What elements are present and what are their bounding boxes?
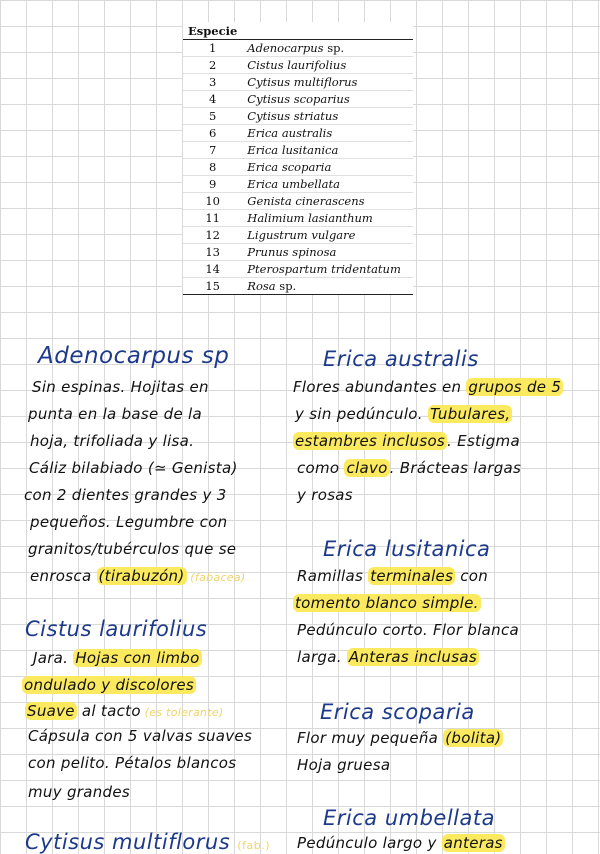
note-line: con pelito. Pétalos blancos — [28, 754, 237, 772]
species-name — [242, 278, 413, 295]
highlight: clavo — [346, 459, 388, 477]
text: al tacto — [76, 702, 141, 720]
note-line — [25, 702, 224, 720]
note-title-cytisus — [25, 830, 270, 854]
sp-suffix: sp. — [275, 279, 297, 293]
note-line: Cápsula con 5 valvas suaves — [28, 727, 253, 745]
note-line — [297, 729, 503, 747]
row-number: 9 — [183, 176, 242, 193]
row-number: 5 — [183, 108, 242, 125]
text: . Brácteas largas — [389, 459, 522, 477]
faint-note: (es tolerante) — [140, 706, 224, 719]
highlight: estambres inclusos — [295, 432, 446, 450]
title-text: Cytisus multiflorus — [25, 830, 231, 854]
row-number: 15 — [183, 278, 242, 295]
highlight: Suave — [27, 702, 75, 720]
note-line: pequeños. Legumbre con — [30, 513, 228, 531]
row-number: 7 — [183, 142, 242, 159]
row-number: 10 — [183, 193, 242, 210]
text: Pedúnculo largo y — [297, 834, 442, 852]
species-name: Erica australis — [242, 125, 413, 142]
row-number: 6 — [183, 125, 242, 142]
highlight: tomento blanco simple. — [295, 594, 479, 612]
highlight: (tirabuzón) — [98, 567, 185, 585]
note-line — [297, 834, 505, 852]
table-row — [183, 227, 413, 244]
note-line: con 2 dientes grandes y 3 — [24, 486, 227, 504]
highlight: grupos de 5 — [468, 378, 562, 396]
note-title-scoparia: Erica scoparia — [320, 700, 475, 724]
note-line: granitos/tubérculos que se — [28, 540, 237, 558]
row-number: 4 — [183, 91, 242, 108]
highlight: Tubulares, — [429, 405, 511, 423]
text: Flor muy pequeña — [297, 729, 444, 747]
highlight: anteras — [443, 834, 503, 852]
note-line — [30, 567, 246, 585]
row-number: 11 — [183, 210, 242, 227]
note-line: Sin espinas. Hojitas en — [32, 378, 209, 396]
faint-note: (fabacea) — [186, 571, 246, 584]
text: enrosca — [30, 567, 97, 585]
table-row — [183, 57, 413, 74]
species-name: Cytisus striatus — [242, 108, 413, 125]
species-name: Cytisus multiflorus — [242, 74, 413, 91]
header-especie: Especie — [183, 22, 242, 40]
sp-suffix: sp. — [323, 41, 345, 55]
table-row — [183, 74, 413, 91]
note-line — [297, 648, 479, 666]
text: larga. — [297, 648, 347, 666]
text: . Estigma — [447, 432, 520, 450]
table-row — [183, 108, 413, 125]
species-table-container — [183, 22, 413, 295]
row-number: 14 — [183, 261, 242, 278]
note-line: Hoja gruesa — [297, 756, 391, 774]
note-title-australis: Erica australis — [323, 347, 479, 371]
species-name: Erica umbellata — [242, 176, 413, 193]
note-line: hoja, trifoliada y lisa. — [30, 432, 195, 450]
species-table — [183, 22, 413, 295]
note-line: Pedúnculo corto. Flor blanca — [297, 621, 519, 639]
genus: Adenocarpus — [247, 41, 324, 55]
text: con — [455, 567, 489, 585]
species-name: Halimium lasianthum — [242, 210, 413, 227]
text: y sin pedúnculo. — [295, 405, 428, 423]
row-number: 8 — [183, 159, 242, 176]
table-row — [183, 176, 413, 193]
note-line — [293, 594, 481, 612]
species-name: Pterospartum tridentatum — [242, 261, 413, 278]
note-line: punta en la base de la — [28, 405, 203, 423]
note-title-umbellata: Erica umbellata — [323, 806, 495, 830]
table-row — [183, 125, 413, 142]
note-line: y rosas — [297, 486, 353, 504]
table-row — [183, 40, 413, 57]
table-row — [183, 91, 413, 108]
table-row — [183, 244, 413, 261]
faint-note: (fab.) — [237, 839, 271, 852]
table-row — [183, 261, 413, 278]
highlight: terminales — [370, 567, 454, 585]
note-title-cistus: Cistus laurifolius — [25, 617, 208, 641]
note-line — [297, 459, 521, 477]
text: Jara. — [33, 649, 74, 667]
highlight: (bolita) — [445, 729, 502, 747]
text: Ramillas — [297, 567, 369, 585]
note-line — [33, 649, 202, 667]
table-header-row — [183, 22, 413, 40]
species-name: Cytisus scoparius — [242, 91, 413, 108]
note-line — [293, 378, 563, 396]
note-line — [293, 432, 520, 450]
note-title-lusitanica: Erica lusitanica — [323, 537, 491, 561]
note-title-adenocarpus: Adenocarpus sp — [38, 343, 230, 369]
note-line: Cáliz bilabiado (≃ Genista) — [29, 459, 238, 477]
row-number: 3 — [183, 74, 242, 91]
text: Flores abundantes en — [293, 378, 467, 396]
table-row — [183, 193, 413, 210]
note-line — [22, 676, 196, 694]
header-name — [242, 22, 413, 40]
note-line — [297, 567, 488, 585]
row-number: 13 — [183, 244, 242, 261]
table-row — [183, 210, 413, 227]
note-line — [295, 405, 512, 423]
species-name: Erica scoparia — [242, 159, 413, 176]
species-name: Prunus spinosa — [242, 244, 413, 261]
highlight: Anteras inclusas — [348, 648, 477, 666]
species-name: Genista cinerascens — [242, 193, 413, 210]
species-name: Erica lusitanica — [242, 142, 413, 159]
table-row — [183, 278, 413, 295]
genus: Rosa — [247, 279, 276, 293]
species-name — [242, 40, 413, 57]
row-number: 1 — [183, 40, 242, 57]
note-line: muy grandes — [28, 783, 131, 801]
table-row — [183, 142, 413, 159]
species-name: Cistus laurifolius — [242, 57, 413, 74]
table-row — [183, 159, 413, 176]
highlight: Hojas con limbo — [75, 649, 200, 667]
highlight: ondulado y discolores — [24, 676, 194, 694]
row-number: 2 — [183, 57, 242, 74]
row-number: 12 — [183, 227, 242, 244]
species-name: Ligustrum vulgare — [242, 227, 413, 244]
text: como — [297, 459, 345, 477]
